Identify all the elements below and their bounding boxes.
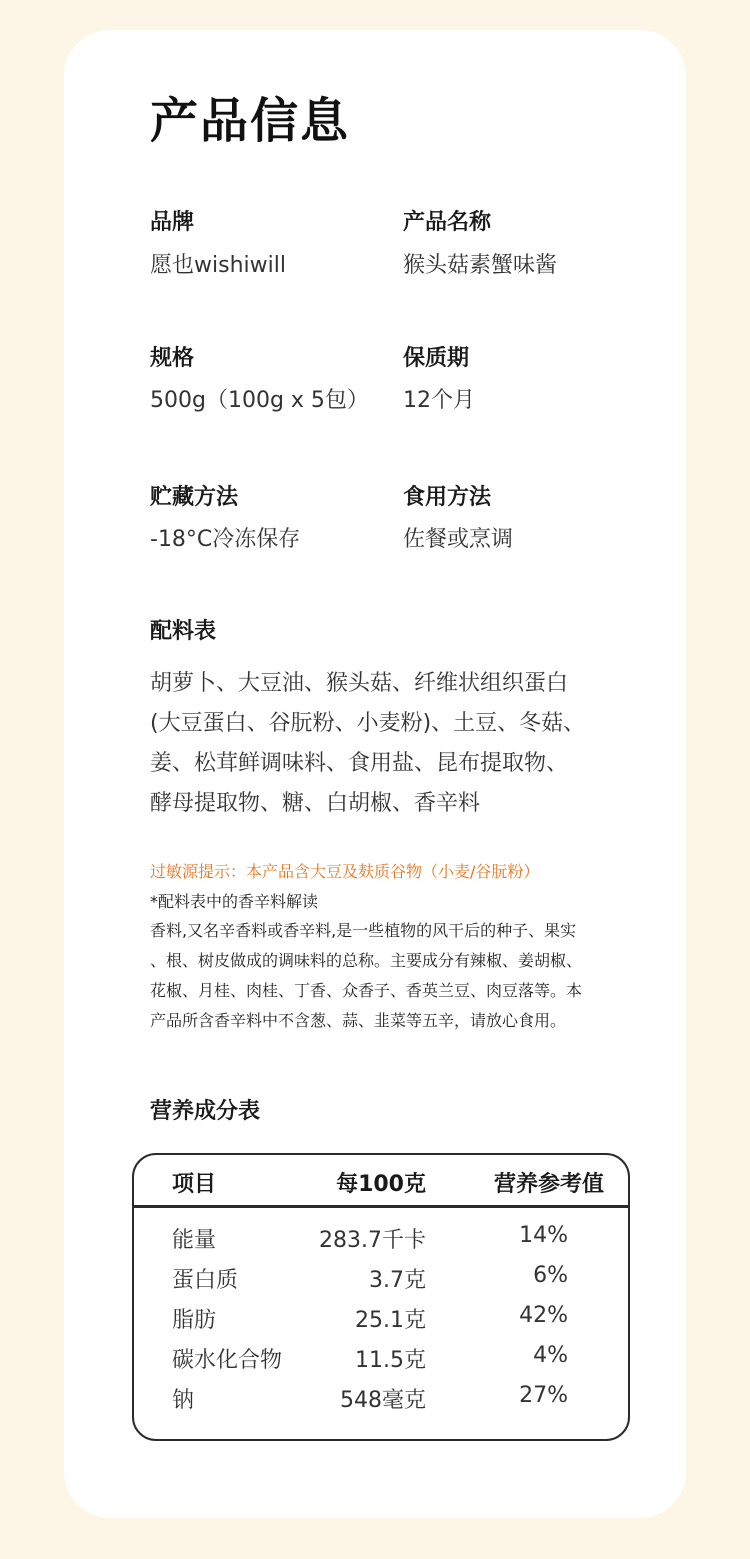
header-per-100g: 每100克 <box>336 1172 426 1197</box>
allergy-notice: 过敏源提示：本产品含大豆及麸质谷物（小麦/谷朊粉） <box>150 862 540 881</box>
product-name-label: 产品名称 <box>403 210 492 235</box>
spice-note-line: 产品所含香辛料中不含葱、蒜、韭菜等五辛，请放心食用。 <box>150 1011 567 1030</box>
spice-note-title: *配料表中的香辛料解读 <box>150 892 319 911</box>
shelf-life-label: 保质期 <box>403 346 470 371</box>
storage-label: 贮藏方法 <box>150 485 239 510</box>
nutrition-table-header <box>134 1155 628 1208</box>
row-protein-value: 3.7克 <box>369 1268 426 1293</box>
row-sodium-value: 548毫克 <box>340 1388 426 1413</box>
product-name-value: 猴头菇素蟹味酱 <box>403 253 558 278</box>
header-item: 项目 <box>172 1172 217 1197</box>
row-energy-name: 能量 <box>172 1228 217 1253</box>
row-fat-nrv: 42% <box>519 1303 568 1328</box>
row-fat-value: 25.1克 <box>355 1308 426 1333</box>
spice-note-body <box>150 916 640 1036</box>
row-carbs-name: 碳水化合物 <box>172 1348 283 1373</box>
row-protein-nrv: 6% <box>533 1263 568 1288</box>
ingredients-line: 酵母提取物、糖、白胡椒、香辛料 <box>150 791 481 816</box>
spice-note-line: 香料,又名辛香料或香辛料,是一些植物的风干后的种子、果实 <box>150 921 577 940</box>
shelf-life-value: 12个月 <box>403 388 475 413</box>
row-protein-name: 蛋白质 <box>172 1268 239 1293</box>
ingredients-line: (大豆蛋白、谷朊粉、小麦粉)、土豆、冬菇、 <box>150 711 586 736</box>
row-sodium-name: 钠 <box>172 1388 195 1413</box>
page-title: 产品信息 <box>150 93 351 149</box>
ingredients-title: 配料表 <box>150 619 217 644</box>
header-nrv: 营养参考值 <box>493 1172 604 1197</box>
usage-label: 食用方法 <box>403 485 492 510</box>
brand-value: 愿也wishiwill <box>150 253 286 278</box>
usage-value: 佐餐或烹调 <box>403 527 514 552</box>
ingredients-line: 姜、松茸鲜调味料、食用盐、昆布提取物、 <box>150 751 569 776</box>
spec-value: 500g（100g x 5包） <box>150 388 369 413</box>
spec-label: 规格 <box>150 346 195 371</box>
row-energy-nrv: 14% <box>519 1223 568 1248</box>
spice-note-line: 花椒、月桂、肉桂、丁香、众香子、香英兰豆、肉豆落等。本 <box>150 981 583 1000</box>
row-carbs-value: 11.5克 <box>355 1348 426 1373</box>
nutrition-table <box>132 1153 630 1441</box>
row-carbs-nrv: 4% <box>533 1343 568 1368</box>
storage-value: -18°C冷冻保存 <box>150 527 301 552</box>
row-energy-value: 283.7千卡 <box>319 1228 426 1253</box>
ingredients-list <box>150 664 630 824</box>
row-fat-name: 脂肪 <box>172 1308 217 1333</box>
spice-note-line: 、根、树皮做成的调味料的总称。主要成分有辣椒、姜胡椒、 <box>150 951 583 970</box>
nutrition-title: 营养成分表 <box>150 1099 261 1124</box>
brand-label: 品牌 <box>150 210 195 235</box>
row-sodium-nrv: 27% <box>519 1383 568 1408</box>
ingredients-line: 胡萝卜、大豆油、猴头菇、纤维状组织蛋白 <box>150 671 569 696</box>
